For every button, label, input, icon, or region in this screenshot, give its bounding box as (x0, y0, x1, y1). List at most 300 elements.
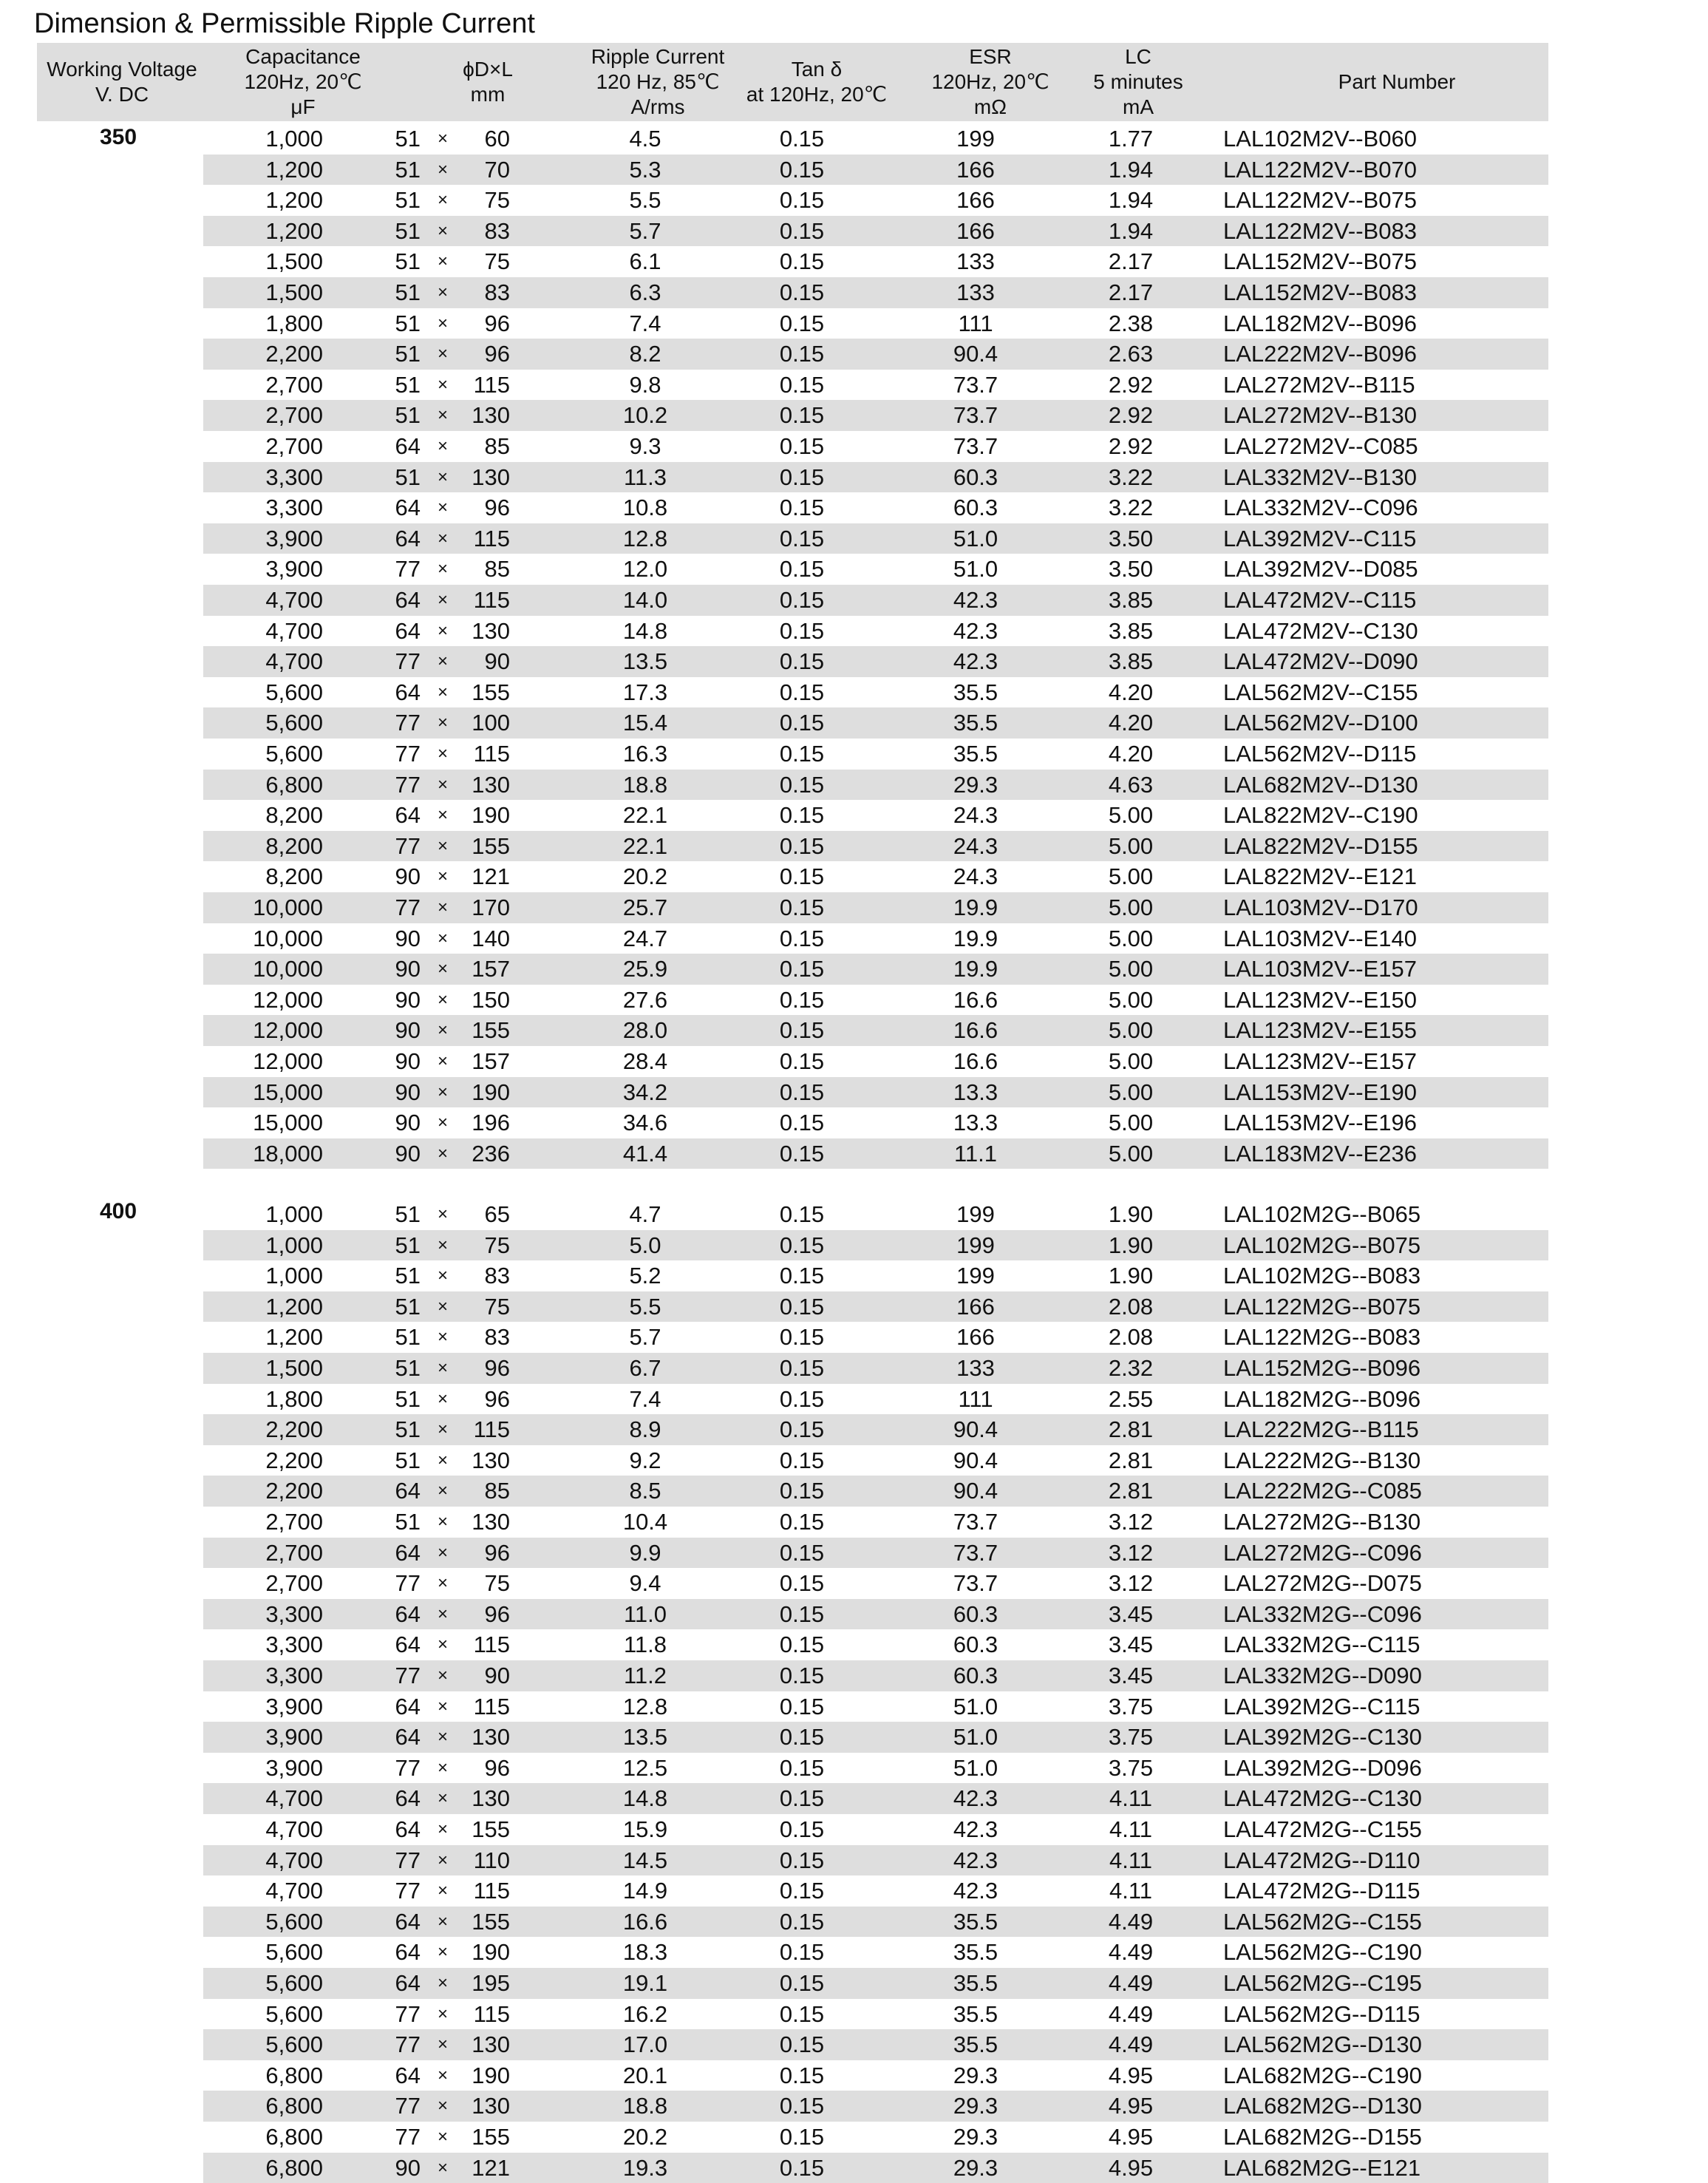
header-esr-line: ESR (969, 45, 1012, 68)
tan-delta-cell: 0.15 (779, 495, 825, 521)
part-number-cell: LAL562M2V--D115 (1223, 741, 1417, 767)
esr-cell: 90.4 (953, 1416, 998, 1443)
leakage-current-cell: 4.20 (1108, 679, 1154, 705)
ripple-current-cell: 17.0 (622, 2031, 668, 2058)
tan-delta-cell: 0.15 (779, 1110, 825, 1136)
length-cell: 190 (472, 1939, 510, 1966)
esr-cell: 73.7 (953, 1539, 998, 1566)
part-number-cell: LAL332M2V--B130 (1223, 464, 1417, 490)
esr-cell: 35.5 (953, 710, 998, 736)
esr-cell: 42.3 (953, 1847, 998, 1873)
ripple-current-cell: 19.1 (622, 1970, 668, 1996)
capacitance-cell: 5,600 (265, 679, 323, 705)
leakage-current-cell: 3.50 (1108, 525, 1154, 551)
ripple-current-cell: 22.1 (622, 832, 668, 859)
times-symbol: × (437, 1020, 448, 1041)
tan-delta-cell: 0.15 (779, 863, 825, 890)
leakage-current-cell: 2.17 (1108, 248, 1154, 275)
part-number-cell: LAL682M2G--D155 (1223, 2124, 1422, 2150)
length-cell: 75 (484, 248, 510, 275)
table-row (203, 1353, 1548, 1384)
tan-delta-cell: 0.15 (779, 617, 825, 644)
esr-cell: 199 (956, 1263, 995, 1289)
part-number-cell: LAL152M2V--B075 (1223, 248, 1417, 275)
length-cell: 155 (472, 1816, 510, 1842)
capacitance-cell: 5,600 (265, 741, 323, 767)
ripple-current-cell: 12.8 (622, 1693, 668, 1719)
tan-delta-cell: 0.15 (779, 741, 825, 767)
leakage-current-cell: 4.49 (1108, 1970, 1154, 1996)
ripple-current-cell: 7.4 (629, 1385, 661, 1412)
capacitance-cell: 2,700 (265, 1509, 323, 1535)
table-row (203, 462, 1548, 493)
diameter-cell: 64 (395, 1816, 421, 1842)
capacitance-cell: 3,300 (265, 1600, 323, 1627)
diameter-cell: 51 (395, 1263, 421, 1289)
part-number-cell: LAL123M2V--E157 (1223, 1048, 1417, 1074)
leakage-current-cell: 4.49 (1108, 2031, 1154, 2058)
capacitance-cell: 4,700 (265, 1847, 323, 1873)
ripple-current-cell: 5.7 (629, 217, 661, 244)
part-number-cell: LAL822M2V--E121 (1223, 863, 1417, 890)
leakage-current-cell: 1.77 (1108, 126, 1154, 152)
times-symbol: × (437, 1573, 448, 1594)
diameter-cell: 51 (395, 248, 421, 275)
diameter-cell: 90 (395, 1048, 421, 1074)
header-voltage-line: Working Voltage (47, 58, 197, 81)
ripple-current-cell: 11.3 (623, 464, 667, 490)
leakage-current-cell: 4.49 (1108, 1908, 1154, 1935)
esr-cell: 199 (956, 1232, 995, 1258)
capacitance-cell: 6,800 (265, 2124, 323, 2150)
diameter-cell: 64 (395, 1600, 421, 1627)
tan-delta-cell: 0.15 (779, 771, 825, 798)
table-row (203, 985, 1548, 1016)
length-cell: 115 (473, 1632, 510, 1658)
header-dimension (421, 43, 554, 121)
esr-cell: 35.5 (953, 1908, 998, 1935)
length-cell: 130 (472, 2093, 510, 2119)
tan-delta-cell: 0.15 (779, 2062, 825, 2088)
table-row (203, 1937, 1548, 1968)
length-cell: 96 (484, 310, 510, 336)
tan-delta-cell: 0.15 (779, 1232, 825, 1258)
capacitance-cell: 15,000 (253, 1079, 323, 1105)
diameter-cell: 77 (395, 1570, 421, 1597)
header-lc-line: mA (1123, 95, 1154, 118)
header-capacitance-line: Capacitance (245, 45, 361, 68)
part-number-cell: LAL562M2G--C195 (1223, 1970, 1422, 1996)
leakage-current-cell: 4.20 (1108, 741, 1154, 767)
part-number-cell: LAL102M2V--B060 (1223, 126, 1417, 152)
leakage-current-cell: 3.85 (1108, 587, 1154, 613)
tan-delta-cell: 0.15 (779, 525, 825, 551)
tan-delta-cell: 0.15 (779, 2124, 825, 2150)
leakage-current-cell: 2.81 (1108, 1447, 1154, 1473)
table-row (203, 1260, 1548, 1291)
length-cell: 121 (472, 2154, 510, 2181)
esr-cell: 51.0 (953, 556, 998, 583)
table-row (203, 554, 1548, 585)
times-symbol: × (437, 1911, 448, 1932)
tan-delta-cell: 0.15 (779, 1447, 825, 1473)
ripple-current-cell: 5.3 (629, 156, 661, 183)
esr-cell: 60.3 (953, 1632, 998, 1658)
part-number-cell: LAL102M2G--B083 (1223, 1263, 1421, 1289)
capacitance-cell: 5,600 (265, 1970, 323, 1996)
times-symbol: × (437, 1143, 448, 1164)
header-capacitance (229, 43, 377, 121)
diameter-cell: 90 (395, 986, 421, 1013)
part-number-cell: LAL272M2G--C096 (1223, 1539, 1422, 1566)
length-cell: 60 (484, 126, 510, 152)
leakage-current-cell: 5.00 (1108, 925, 1154, 951)
ripple-current-cell: 34.6 (622, 1110, 668, 1136)
length-cell: 236 (472, 1140, 510, 1167)
esr-cell: 73.7 (953, 1570, 998, 1597)
leakage-current-cell: 5.00 (1108, 1048, 1154, 1074)
leakage-current-cell: 5.00 (1108, 832, 1154, 859)
leakage-current-cell: 1.90 (1108, 1201, 1154, 1227)
diameter-cell: 64 (395, 433, 421, 459)
capacitance-cell: 3,300 (265, 495, 323, 521)
length-cell: 110 (473, 1847, 510, 1873)
diameter-cell: 51 (395, 217, 421, 244)
table-row (203, 2091, 1548, 2122)
table-row (203, 892, 1548, 923)
part-number-cell: LAL472M2G--C130 (1223, 1785, 1422, 1812)
table-row (203, 155, 1548, 186)
diameter-cell: 77 (395, 2031, 421, 2058)
ripple-current-cell: 16.6 (622, 1908, 668, 1935)
length-cell: 150 (472, 986, 510, 1013)
leakage-current-cell: 3.12 (1108, 1570, 1154, 1597)
diameter-cell: 51 (395, 1232, 421, 1258)
length-cell: 157 (472, 1048, 510, 1074)
leakage-current-cell: 3.45 (1108, 1600, 1154, 1627)
capacitance-cell: 3,300 (265, 464, 323, 490)
tan-delta-cell: 0.15 (779, 187, 825, 214)
times-symbol: × (437, 1666, 448, 1685)
diameter-cell: 90 (395, 863, 421, 890)
ripple-current-cell: 18.8 (622, 771, 668, 798)
leakage-current-cell: 2.81 (1108, 1416, 1154, 1443)
table-row (203, 770, 1548, 801)
leakage-current-cell: 5.00 (1108, 1079, 1154, 1105)
length-cell: 130 (472, 402, 510, 429)
leakage-current-cell: 5.00 (1108, 894, 1154, 920)
diameter-cell: 51 (395, 156, 421, 183)
tan-delta-cell: 0.15 (779, 464, 825, 490)
times-symbol: × (437, 2003, 448, 2024)
esr-cell: 133 (956, 279, 995, 305)
esr-cell: 42.3 (953, 1785, 998, 1812)
table-row (203, 585, 1548, 616)
part-number-cell: LAL682M2G--D130 (1223, 2093, 1422, 2119)
diameter-cell: 51 (395, 126, 421, 152)
leakage-current-cell: 3.50 (1108, 556, 1154, 583)
header-dimension-line: ϕD×L (463, 58, 513, 81)
esr-cell: 199 (956, 1201, 995, 1227)
length-cell: 196 (472, 1110, 510, 1136)
header-ripple-line: A/rms (630, 95, 685, 118)
times-symbol: × (437, 744, 448, 764)
capacitance-cell: 5,600 (265, 1939, 323, 1966)
esr-cell: 73.7 (953, 402, 998, 429)
part-number-cell: LAL472M2V--D090 (1223, 648, 1418, 675)
capacitance-cell: 3,900 (265, 525, 323, 551)
capacitance-cell: 12,000 (253, 986, 323, 1013)
capacitance-cell: 1,800 (265, 1385, 323, 1412)
ripple-current-cell: 11.8 (623, 1632, 667, 1658)
times-symbol: × (437, 344, 448, 364)
tan-delta-cell: 0.15 (779, 1878, 825, 1904)
esr-cell: 111 (958, 1385, 993, 1412)
times-symbol: × (437, 405, 448, 426)
capacitance-cell: 3,300 (265, 1663, 323, 1688)
tan-delta-cell: 0.15 (779, 1324, 825, 1351)
leakage-current-cell: 2.17 (1108, 279, 1154, 305)
esr-cell: 90.4 (953, 1478, 998, 1504)
length-cell: 190 (472, 2062, 510, 2088)
table-row (203, 308, 1548, 339)
part-number-cell: LAL122M2V--B075 (1223, 187, 1417, 214)
diameter-cell: 90 (395, 925, 421, 951)
length-cell: 96 (484, 1754, 510, 1781)
length-cell: 85 (484, 1478, 510, 1504)
tan-delta-cell: 0.15 (779, 1509, 825, 1535)
ripple-current-cell: 28.4 (622, 1048, 668, 1074)
esr-cell: 42.3 (953, 587, 998, 613)
esr-cell: 60.3 (953, 464, 998, 490)
tan-delta-cell: 0.15 (779, 710, 825, 736)
part-number-cell: LAL272M2G--D075 (1223, 1570, 1422, 1597)
header-lc-line: LC (1125, 45, 1151, 68)
length-cell: 115 (473, 1693, 510, 1719)
esr-cell: 42.3 (953, 1878, 998, 1904)
esr-cell: 166 (956, 187, 995, 214)
tan-delta-cell: 0.15 (779, 1140, 825, 1167)
tan-delta-cell: 0.15 (779, 1017, 825, 1044)
esr-cell: 35.5 (953, 2000, 998, 2027)
capacitance-cell: 1,200 (265, 1293, 323, 1320)
diameter-cell: 77 (395, 1878, 421, 1904)
part-number-cell: LAL272M2V--B115 (1223, 371, 1415, 398)
voltage-group-label: 350 (99, 125, 137, 149)
part-number-cell: LAL183M2V--E236 (1223, 1140, 1417, 1167)
diameter-cell: 51 (395, 1201, 421, 1227)
header-ripple-line: 120 Hz, 85℃ (596, 70, 720, 93)
header-voltage-line: V. DC (95, 83, 149, 106)
leakage-current-cell: 5.00 (1108, 1140, 1154, 1167)
esr-cell: 60.3 (953, 495, 998, 521)
ripple-current-cell: 19.3 (622, 2154, 668, 2181)
length-cell: 90 (484, 1663, 510, 1688)
length-cell: 85 (484, 556, 510, 583)
ripple-current-cell: 6.7 (629, 1355, 661, 1381)
esr-cell: 29.3 (953, 2093, 998, 2119)
ripple-current-cell: 18.3 (622, 1939, 668, 1966)
part-number-cell: LAL332M2G--D090 (1223, 1663, 1422, 1688)
capacitance-cell: 2,200 (265, 1416, 323, 1443)
times-symbol: × (437, 2157, 448, 2178)
leakage-current-cell: 3.75 (1108, 1693, 1154, 1719)
length-cell: 75 (484, 1570, 510, 1597)
part-number-cell: LAL153M2V--E196 (1223, 1110, 1417, 1136)
tan-delta-cell: 0.15 (779, 1570, 825, 1597)
capacitance-cell: 5,600 (265, 710, 323, 736)
header-dimension-line: mm (470, 83, 506, 106)
ripple-current-cell: 15.9 (622, 1816, 668, 1842)
ripple-current-cell: 9.8 (629, 371, 661, 398)
header-leakage-current (1079, 43, 1197, 121)
capacitance-cell: 1,000 (265, 1201, 323, 1227)
table-row (203, 1599, 1548, 1630)
table-row (203, 800, 1548, 831)
tan-delta-cell: 0.15 (779, 1600, 825, 1627)
esr-cell: 199 (956, 126, 995, 152)
length-cell: 170 (472, 894, 510, 920)
times-symbol: × (437, 1696, 448, 1717)
capacitance-cell: 10,000 (253, 894, 323, 920)
diameter-cell: 77 (395, 1847, 421, 1873)
header-capacitance-line: μF (290, 95, 316, 118)
capacitance-cell: 8,200 (265, 802, 323, 829)
length-cell: 70 (484, 156, 510, 183)
ripple-current-cell: 9.9 (629, 1539, 661, 1566)
table-row (203, 831, 1548, 862)
part-number-cell: LAL182M2V--B096 (1223, 310, 1417, 336)
part-number-cell: LAL122M2V--B083 (1223, 217, 1417, 244)
tan-delta-cell: 0.15 (779, 986, 825, 1013)
diameter-cell: 51 (395, 1385, 421, 1412)
capacitance-cell: 2,700 (265, 433, 323, 459)
part-number-cell: LAL103M2V--D170 (1223, 894, 1418, 920)
capacitance-cell: 1,500 (265, 1355, 323, 1381)
times-symbol: × (437, 805, 448, 826)
diameter-cell: 64 (395, 587, 421, 613)
times-symbol: × (437, 1296, 448, 1317)
capacitance-cell: 1,200 (265, 217, 323, 244)
leakage-current-cell: 5.00 (1108, 863, 1154, 890)
leakage-current-cell: 3.85 (1108, 648, 1154, 675)
times-symbol: × (437, 374, 448, 395)
length-cell: 115 (473, 371, 510, 398)
diameter-cell: 64 (395, 495, 421, 521)
length-cell: 115 (473, 525, 510, 551)
leakage-current-cell: 5.00 (1108, 956, 1154, 982)
times-symbol: × (437, 282, 448, 302)
table-row (203, 1845, 1548, 1876)
length-cell: 115 (473, 2000, 510, 2027)
ripple-current-cell: 14.0 (622, 587, 668, 613)
part-number-cell: LAL472M2G--D115 (1223, 1878, 1421, 1904)
esr-cell: 19.9 (953, 894, 998, 920)
part-number-cell: LAL392M2G--C130 (1223, 1724, 1422, 1751)
part-number-cell: LAL562M2G--C190 (1223, 1939, 1422, 1966)
diameter-cell: 64 (395, 1632, 421, 1658)
ripple-current-cell: 8.2 (629, 341, 661, 367)
table-row (203, 492, 1548, 523)
part-number-cell: LAL123M2V--E155 (1223, 1017, 1417, 1044)
leakage-current-cell: 4.95 (1108, 2124, 1154, 2150)
capacitance-cell: 1,200 (265, 1324, 323, 1351)
length-cell: 83 (484, 279, 510, 305)
table-row (203, 523, 1548, 554)
leakage-current-cell: 2.08 (1108, 1324, 1154, 1351)
part-number-cell: LAL392M2G--D096 (1223, 1754, 1422, 1781)
esr-cell: 16.6 (953, 986, 998, 1013)
length-cell: 83 (484, 217, 510, 244)
capacitance-cell: 2,200 (265, 1447, 323, 1473)
part-number-cell: LAL472M2G--C155 (1223, 1816, 1422, 1842)
capacitance-cell: 4,700 (265, 648, 323, 675)
diameter-cell: 77 (395, 832, 421, 859)
tan-delta-cell: 0.15 (779, 217, 825, 244)
times-symbol: × (437, 897, 448, 917)
times-symbol: × (437, 713, 448, 733)
tan-delta-cell: 0.15 (779, 648, 825, 675)
table-row (203, 677, 1548, 708)
tan-delta-cell: 0.15 (779, 925, 825, 951)
esr-cell: 73.7 (953, 371, 998, 398)
table-row (203, 1660, 1548, 1691)
table-row (203, 1199, 1548, 1230)
tan-delta-cell: 0.15 (779, 402, 825, 429)
esr-cell: 166 (956, 1324, 995, 1351)
diameter-cell: 77 (395, 710, 421, 736)
diameter-cell: 64 (395, 679, 421, 705)
ripple-current-cell: 41.4 (622, 1140, 668, 1167)
table-row (203, 1107, 1548, 1138)
ripple-current-cell: 14.8 (622, 617, 668, 644)
esr-cell: 11.1 (953, 1140, 998, 1167)
ripple-current-cell: 5.5 (629, 1293, 661, 1320)
table-row (203, 1814, 1548, 1845)
ripple-current-cell: 12.0 (622, 556, 668, 583)
capacitance-cell: 2,200 (265, 341, 323, 367)
times-symbol: × (437, 251, 448, 272)
esr-cell: 42.3 (953, 1816, 998, 1842)
part-number-cell: LAL562M2V--C155 (1223, 679, 1418, 705)
esr-cell: 24.3 (953, 802, 998, 829)
tan-delta-cell: 0.15 (779, 1847, 825, 1873)
leakage-current-cell: 1.94 (1108, 156, 1154, 183)
part-number-cell: LAL152M2V--B083 (1223, 279, 1417, 305)
esr-cell: 51.0 (953, 1724, 998, 1751)
ripple-current-cell: 5.0 (629, 1232, 661, 1258)
times-symbol: × (437, 313, 448, 333)
diameter-cell: 51 (395, 341, 421, 367)
leakage-current-cell: 3.85 (1108, 617, 1154, 644)
capacitance-cell: 2,200 (265, 1478, 323, 1504)
diameter-cell: 64 (395, 1724, 421, 1751)
length-cell: 96 (484, 1385, 510, 1412)
leakage-current-cell: 2.55 (1108, 1385, 1154, 1412)
tan-delta-cell: 0.15 (779, 279, 825, 305)
ripple-current-cell: 24.7 (622, 925, 668, 951)
esr-cell: 111 (958, 310, 993, 336)
leakage-current-cell: 3.22 (1108, 464, 1154, 490)
esr-cell: 90.4 (953, 341, 998, 367)
length-cell: 75 (484, 1293, 510, 1320)
table-row (203, 2122, 1548, 2153)
diameter-cell: 64 (395, 1539, 421, 1566)
esr-cell: 42.3 (953, 617, 998, 644)
table-row (203, 1875, 1548, 1907)
esr-cell: 60.3 (953, 1600, 998, 1627)
times-symbol: × (437, 2127, 448, 2147)
